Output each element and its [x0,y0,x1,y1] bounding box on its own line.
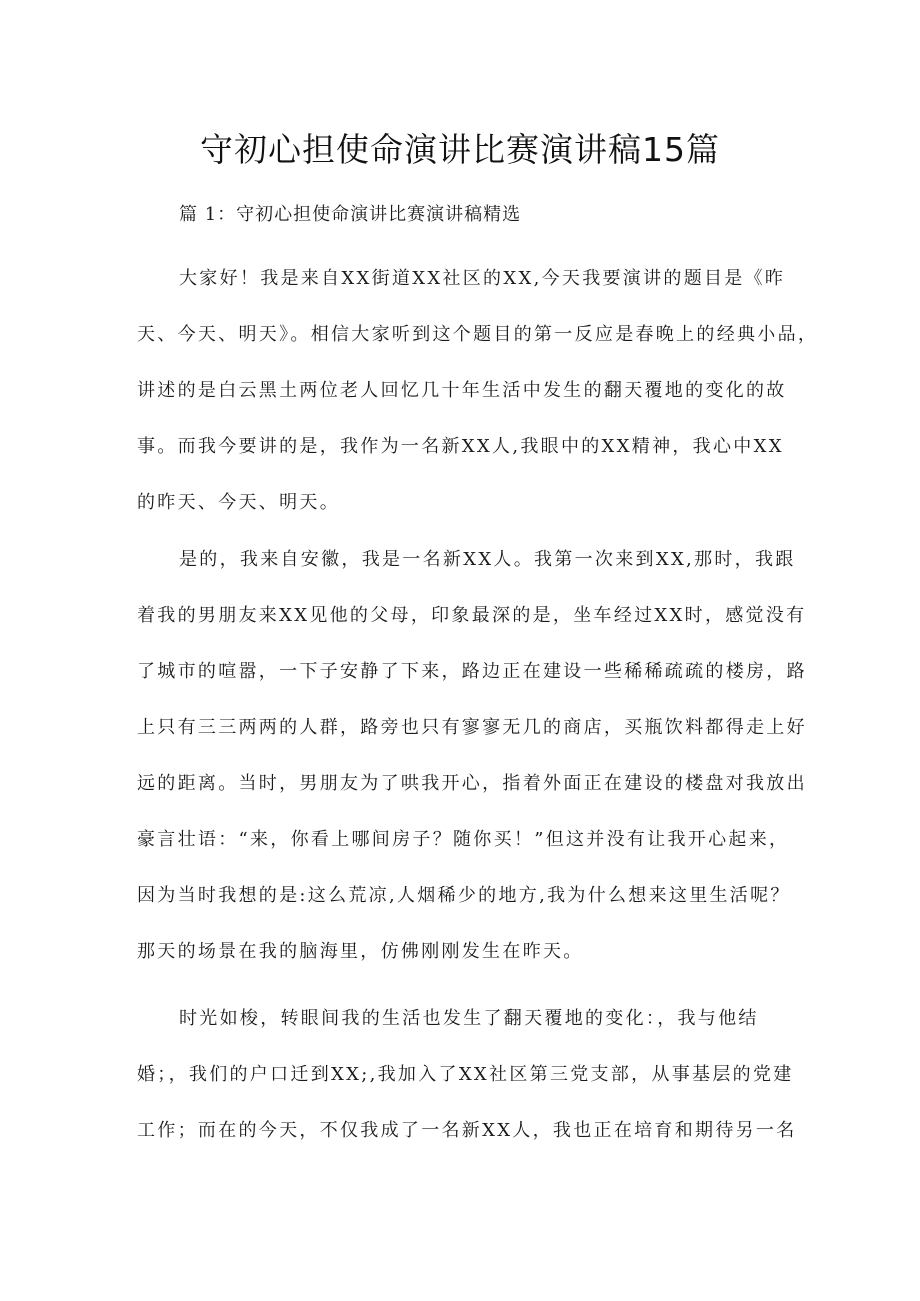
paragraph-1 [137,251,819,531]
paragraph-3 [137,991,805,1159]
text-line: 事。而我今要讲的是，我作为一名新XX人,我眼中的XX精神，我心中XX [137,436,784,457]
text-line: 天、今天、明天》。相信大家听到这个题目的第一反应是春晚上的经典小品， [137,324,819,345]
text-line: 远的距离。当时，男朋友为了哄我开心，指着外面正在建设的楼盘对我放出 [137,773,807,794]
text-line: 着我的男朋友来XX见他的父母，印象最深的是，坐车经过XX时，感觉没有 [137,605,807,626]
text-line: 婚；，我们的户口迁到XX;,我加入了XX社区第三党支部，从事基层的党建 [137,1064,794,1085]
document-title: 守初心担使命演讲比赛演讲稿15篇 [200,130,720,169]
text-line: 是的，我来自安徽，我是一名新XX人。我第一次来到XX,那时，我跟 [179,549,796,570]
text-line: 大家好！我是来自XX街道XX社区的XX,今天我要演讲的题目是《昨 [179,268,786,289]
text-line: 了城市的喧嚣，一下子安静了下来，路边正在建设一些稀稀疏疏的楼房，路 [137,661,807,682]
text-line: 豪言壮语：“来，你看上哪间房子？随你买！”但这并没有让我开心起来， [137,829,790,850]
text-line: 那天的场景在我的脑海里，仿佛刚刚发生在昨天。 [137,941,584,962]
section-heading: 篇 1：守初心担使命演讲比赛演讲稿精选 [179,204,522,225]
text-line: 讲述的是白云黑土两位老人回忆几十年生活中发生的翻天覆地的变化的故 [137,380,787,401]
text-line: 时光如梭，转眼间我的生活也发生了翻天覆地的变化：，我与他结 [179,1008,759,1029]
text-line: 的昨天、今天、明天。 [137,492,340,513]
text-line: 工作；而在的今天，不仅我成了一名新XX人，我也正在培育和期待另一名 [137,1120,797,1141]
text-line: 上只有三三两两的人群，路旁也只有寥寥无几的商店，买瓶饮料都得走上好 [137,717,807,738]
paragraph-2 [137,532,805,980]
text-line: 因为当时我想的是:这么荒凉,人烟稀少的地方,我为什么想来这里生活呢？ [137,885,791,906]
